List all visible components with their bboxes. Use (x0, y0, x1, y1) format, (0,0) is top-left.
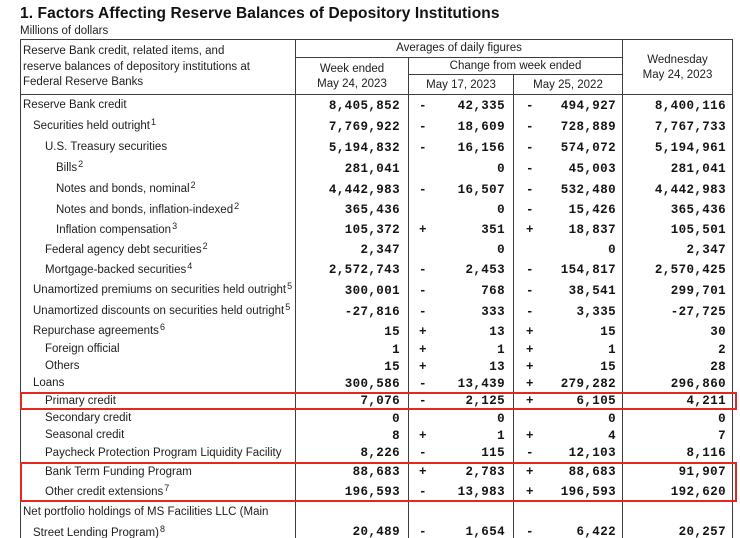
value-wednesday: 7 (718, 428, 726, 443)
value-week-ended: 88,683 (296, 462, 409, 482)
value-wednesday: 4,442,983 (654, 182, 726, 197)
change-from-prior-year: - 574,072 (514, 137, 623, 158)
row-label: Other credit extensions$^7$ (21, 482, 296, 502)
value-wednesday: 7,767,733 (654, 119, 726, 134)
change-from-prior-week: - 1,654 (409, 502, 514, 538)
change-from-prior-week: 0 (409, 158, 514, 179)
value-week-ended: 105,372 (296, 220, 409, 240)
row-label: Inflation compensation$^3$ (21, 220, 296, 240)
table-row (21, 392, 732, 410)
change-from-prior-week: - 13,439 (409, 375, 514, 392)
value-week-ended: 365,436 (296, 200, 409, 220)
change-from-prior-year: + 1 (514, 341, 623, 358)
value-wednesday: 2 (718, 342, 726, 357)
change-from-prior-year: - 532,480 (514, 179, 623, 200)
footnote-marker: 5 (287, 281, 293, 291)
row-label: Seasonal credit (21, 427, 296, 444)
table-header (21, 40, 732, 95)
table-row (21, 410, 732, 427)
row-label: Net portfolio holdings of MS Facilities LLC (Main Street Lending Program)$^8$ (21, 502, 296, 538)
change-from-prior-week: 0 (409, 240, 514, 260)
row-label: Paycheck Protection Program Liquidity Facility (21, 444, 296, 462)
row-label: Unamortized premiums on securities held outright$^5$ (21, 280, 296, 301)
value-week-ended: 4,442,983 (296, 179, 409, 200)
change-from-prior-year: 0 (514, 240, 623, 260)
column-header-wednesday: Wednesday May 24, 2023 (642, 53, 713, 81)
change-from-prior-week: + 13 (409, 322, 514, 341)
footnote-marker: 2 (234, 200, 240, 211)
footnote-marker: 5 (285, 302, 291, 312)
value-wednesday: 2,570,425 (654, 263, 726, 277)
table-row (21, 240, 732, 260)
table-row (21, 220, 732, 240)
footnote-marker: 4 (187, 260, 193, 271)
change-from-prior-year: + 18,837 (514, 220, 623, 240)
value-wednesday: 0 (718, 411, 726, 426)
change-from-prior-year: - 494,927 (514, 95, 623, 116)
change-from-prior-week: - 16,507 (409, 179, 514, 200)
value-wednesday: 20,257 (678, 525, 726, 538)
change-from-prior-week: 0 (409, 410, 514, 427)
row-label: Primary credit (21, 392, 296, 410)
units-note: Millions of dollars (20, 25, 109, 37)
change-from-prior-year: - 6,422 (514, 502, 623, 538)
stub-header (21, 40, 296, 94)
footnote-marker: 6 (159, 322, 165, 332)
page-title: 1. Factors Affecting Reserve Balances of Depository Institutions (20, 5, 500, 22)
change-from-prior-week: 0 (409, 200, 514, 220)
highlighted-rows (21, 462, 732, 502)
change-from-prior-year: + 88,683 (514, 462, 623, 482)
footnote-marker: 2 (78, 159, 84, 169)
table-row (21, 95, 732, 116)
stub-header-line: Reserve Bank credit, related items, and (23, 45, 225, 57)
change-from-prior-year: - 12,103 (514, 444, 623, 462)
change-from-prior-year: + 279,282 (514, 375, 623, 392)
change-from-prior-year: - 154,817 (514, 260, 623, 280)
value-wednesday: 281,041 (670, 161, 726, 176)
table-row (21, 482, 732, 502)
change-from-prior-week: + 2,783 (409, 462, 514, 482)
table-row (21, 301, 732, 322)
table-row (21, 179, 732, 200)
table-row (21, 260, 732, 280)
factors-table (20, 39, 733, 538)
value-wednesday: 299,701 (670, 283, 726, 298)
footnote-marker: 3 (172, 220, 178, 231)
table-row (21, 158, 732, 179)
table-row (21, 358, 732, 375)
value-wednesday: 28 (710, 359, 726, 374)
stub-header-line: reserve balances of depository institutions at (23, 60, 250, 73)
averages-group-label: Averages of daily figures (296, 40, 622, 58)
table-body (21, 95, 732, 538)
row-label: Notes and bonds, nominal$^2$ (21, 179, 296, 200)
value-week-ended: 8,226 (296, 444, 409, 462)
value-week-ended: 7,769,922 (296, 116, 409, 137)
column-group-averages (296, 40, 623, 94)
footnote-marker: 8 (159, 524, 165, 534)
value-wednesday: 4,211 (686, 394, 726, 408)
value-wednesday: 192,620 (670, 485, 726, 499)
value-week-ended: 5,194,832 (296, 137, 409, 158)
row-label: Federal agency debt securities$^2$ (21, 240, 296, 260)
table-row (21, 200, 732, 220)
row-label: U.S. Treasury securities (21, 137, 296, 158)
change-from-prior-week: - 16,156 (409, 137, 514, 158)
column-header-week-ended: Week ended May 24, 2023 (296, 58, 409, 94)
change-from-prior-year: 0 (514, 410, 623, 427)
row-label: Secondary credit (21, 410, 296, 427)
value-week-ended: 2,572,743 (296, 260, 409, 280)
table-row (21, 444, 732, 462)
table-row (21, 322, 732, 341)
value-wednesday: 91,907 (678, 465, 726, 479)
change-from-prior-year: + 6,105 (514, 392, 623, 410)
change-from-prior-week: - 13,983 (409, 482, 514, 502)
value-wednesday: 105,501 (670, 223, 726, 237)
footnote-marker: 1 (150, 117, 156, 127)
value-wednesday: 5,194,961 (654, 140, 726, 155)
table-row (21, 280, 732, 301)
row-label: Notes and bonds, inflation-indexed$^2$ (21, 200, 296, 220)
change-from-prior-week: - 18,609 (409, 116, 514, 137)
table-row (21, 502, 732, 538)
value-week-ended: 281,041 (296, 158, 409, 179)
value-wednesday: 365,436 (670, 203, 726, 217)
highlighted-rows (21, 392, 732, 410)
column-header-prior-week: May 17, 2023 (409, 75, 514, 94)
value-week-ended: 20,489 (296, 502, 409, 538)
value-week-ended: 196,593 (296, 482, 409, 502)
row-label: Others (21, 358, 296, 375)
row-label: Repurchase agreements$^6$ (21, 322, 296, 341)
table-row (21, 462, 732, 482)
change-from-prior-week: - 768 (409, 280, 514, 301)
value-week-ended: 300,586 (296, 375, 409, 392)
value-wednesday: -27,725 (670, 304, 726, 319)
change-from-prior-year: - 38,541 (514, 280, 623, 301)
row-label: Securities held outright$^1$ (21, 116, 296, 137)
row-label: Bills$^2$ (21, 158, 296, 179)
change-from-prior-year: - 728,889 (514, 116, 623, 137)
value-week-ended: 15 (296, 358, 409, 375)
stub-header-line: Federal Reserve Banks (23, 76, 144, 88)
value-wednesday: 8,116 (686, 446, 726, 460)
footnote-marker: 2 (202, 240, 208, 251)
table-row (21, 341, 732, 358)
change-from-prior-week: + 1 (409, 341, 514, 358)
value-week-ended: 8,405,852 (296, 95, 409, 116)
value-wednesday: 2,347 (686, 243, 726, 257)
footnote-marker: 2 (190, 180, 196, 190)
value-week-ended: 15 (296, 322, 409, 341)
value-week-ended: 1 (296, 341, 409, 358)
change-from-prior-year: + 15 (514, 358, 623, 375)
change-from-prior-week: - 2,125 (409, 392, 514, 410)
value-week-ended: 7,076 (296, 392, 409, 410)
change-from-prior-year: + 4 (514, 427, 623, 444)
change-from-prior-week: - 2,453 (409, 260, 514, 280)
value-week-ended: 0 (296, 410, 409, 427)
change-from-prior-week: + 351 (409, 220, 514, 240)
change-from-prior-week: - 42,335 (409, 95, 514, 116)
change-from-prior-year: - 45,003 (514, 158, 623, 179)
change-from-prior-week: + 1 (409, 427, 514, 444)
value-week-ended: 300,001 (296, 280, 409, 301)
value-week-ended: 8 (296, 427, 409, 444)
column-header-prior-year: May 25, 2022 (533, 78, 603, 91)
change-from-prior-year: + 15 (514, 322, 623, 341)
row-label: Bank Term Funding Program (21, 462, 296, 482)
row-label: Mortgage-backed securities$^4$ (21, 260, 296, 280)
change-group-label: Change from week ended (409, 58, 622, 75)
value-wednesday: 296,860 (670, 376, 726, 391)
row-label: Unamortized discounts on securities held outright$^5$ (21, 301, 296, 322)
footnote-marker: 7 (164, 482, 170, 493)
table-row (21, 137, 732, 158)
change-from-prior-week: - 115 (409, 444, 514, 462)
table-row (21, 116, 732, 137)
change-from-prior-year: + 196,593 (514, 482, 623, 502)
value-week-ended: 2,347 (296, 240, 409, 260)
change-from-prior-year: - 15,426 (514, 200, 623, 220)
row-label: Reserve Bank credit (21, 95, 296, 116)
row-label: Loans (21, 375, 296, 392)
table-row (21, 427, 732, 444)
table-row (21, 375, 732, 392)
value-week-ended: -27,816 (296, 301, 409, 322)
change-from-prior-week: + 13 (409, 358, 514, 375)
value-wednesday: 8,400,116 (654, 98, 726, 113)
change-from-prior-year: - 3,335 (514, 301, 623, 322)
change-from-prior-week: - 333 (409, 301, 514, 322)
row-label: Foreign official (21, 341, 296, 358)
value-wednesday: 30 (710, 324, 726, 339)
